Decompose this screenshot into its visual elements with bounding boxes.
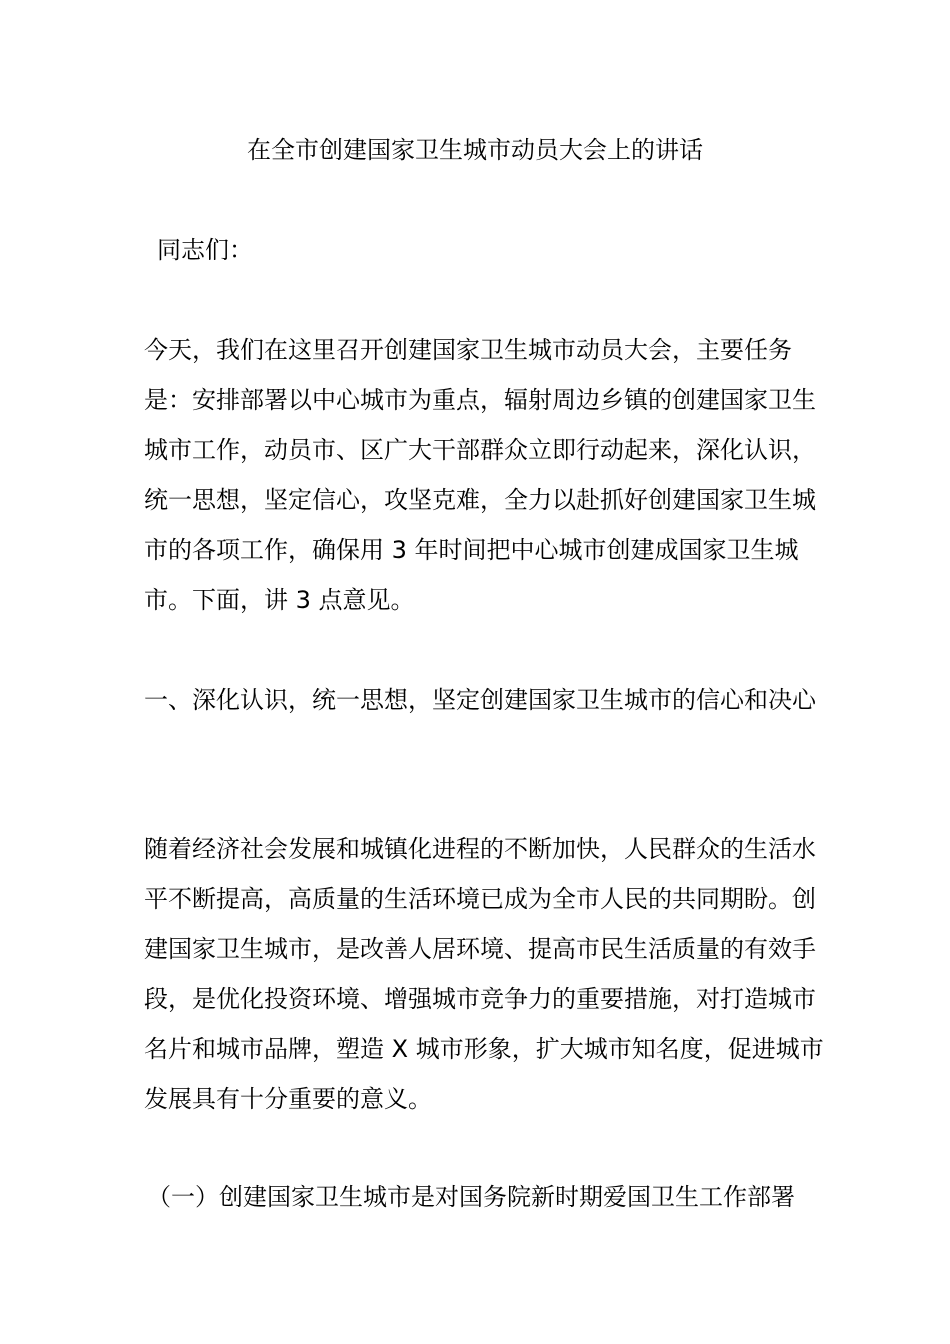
section-heading-one: 一、深化认识，统一思想，坚定创建国家卫生城市的信心和决心	[144, 686, 816, 714]
subsection-heading-one: （一）创建国家卫生城市是对国务院新时期爱国卫生工作部署	[147, 1183, 795, 1211]
document-title: 在全市创建国家卫生城市动员大会上的讲话	[247, 136, 703, 164]
intro-paragraph: 今天，我们在这里召开创建国家卫生城市动员大会，主要任务是：安排部署以中心城市为重点，辐射周边乡镇的创建国家卫生城市工作，动员市、区广大干部群众立即行动起来，深化认识，统一思想，坚定信心，攻坚克难，全力以赴抓好创建国家卫生城市的各项工作，确保用 3 年时间把中心城市创建成国家卫生城市。下面，讲 3 点意见。	[144, 336, 816, 614]
greeting-text: 同志们：	[157, 236, 253, 264]
section-body-one: 随着经济社会发展和城镇化进程的不断加快，人民群众的生活水平不断提高，高质量的生活环境已成为全市人民的共同期盼。创建国家卫生城市，是改善人居环境、提高市民生活质量的有效手段，是优化投资环境、增强城市竞争力的重要措施，对打造城市名片和城市品牌，塑造 X 城市形象，扩大城市知名度，促进城市发展具有十分重要的意义。	[144, 835, 824, 1113]
